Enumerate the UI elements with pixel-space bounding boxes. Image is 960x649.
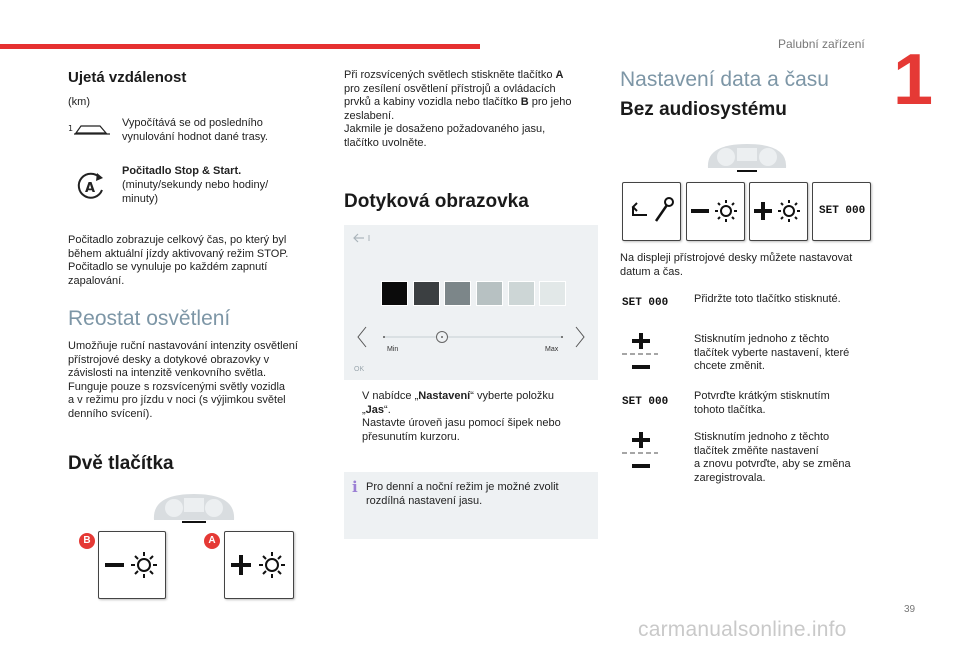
stop-start-icon — [76, 170, 106, 202]
step-1 — [676, 293, 886, 309]
plus-minus-icon — [620, 332, 660, 374]
bullet1-bold: Nastavení — [418, 390, 471, 402]
distance-heading: Ujetá vzdálenost — [68, 69, 187, 86]
touchscreen-illustration — [344, 225, 598, 380]
stop-start-paragraph: Počitadlo zobrazuje celkový čas, po který byl během aktuální jízdy aktivovaný režim STOP. Počitadlo se vynuluje po každém zapnutí zapalování. — [68, 234, 289, 287]
section-title: Palubní zařízení — [778, 37, 865, 51]
ok-button[interactable]: OK — [354, 366, 365, 373]
chapter-number: 1 — [893, 40, 934, 120]
bullet1-line2-post: “. — [384, 403, 391, 416]
brightness-swatch-2[interactable] — [413, 281, 440, 306]
display-description: Na displeji přístrojové desky můžete nastavovat datum a čas. — [620, 252, 853, 278]
step-3 — [676, 390, 886, 420]
intro-button-b: B — [520, 96, 529, 108]
intro-text-2: pro zesílení osvětlení přístrojů a ovládacích prvků a kabiny vozidla nebo tlačítko — [344, 82, 556, 108]
bullet1-post: “ vyberte položku — [470, 390, 555, 402]
rheostat-paragraph: Umožňuje ruční nastavování intenzity osvětlení přístrojové desky a dotykové obrazovky v závislosti na intenzitě venkovního světla. Funguje pouze s rozsvícenými světly vozidla a v režimu pro jízdu v noci (s výjimkou světel denního svícení). — [68, 340, 298, 420]
date-time-heading: Nastavení data a času — [620, 68, 829, 91]
badge-a: A — [204, 533, 220, 549]
distance-unit: (km) — [68, 96, 90, 108]
step-2-text: Stisknutím jednoho z těchto tlačítek vyberte nastavení, které chcete změnit. — [694, 333, 850, 372]
intro-text-3: pro jeho zeslabení. Jakmile je dosaženo požadovaného jasu, tlačítko uvolněte. — [344, 96, 572, 149]
brightness-swatch-4[interactable] — [476, 281, 503, 306]
brightness-swatch-1[interactable] — [381, 281, 408, 306]
no-audio-heading: Bez audiosystému — [620, 99, 787, 120]
instrument-panel-pictogram — [704, 140, 790, 174]
trip-odometer-icon — [66, 120, 114, 140]
trip-description: Vypočítává se od posledního vynulování hodnot dané trasy. — [122, 117, 268, 143]
set-button[interactable] — [812, 182, 871, 241]
slider-max-label: Max — [545, 346, 559, 353]
back-wrench-icon — [623, 183, 680, 240]
back-arrow-icon — [352, 233, 372, 243]
dim-button[interactable] — [98, 531, 166, 599]
plus-brightness-button[interactable] — [749, 182, 808, 241]
watermark: carmanualsonline.info — [638, 618, 847, 641]
brightness-swatch-3[interactable] — [444, 281, 471, 306]
chevron-right-icon[interactable] — [574, 326, 586, 348]
touchscreen-heading: Dotyková obrazovka — [344, 191, 529, 212]
step-1-text: Přidržte toto tlačítko stisknuté. — [694, 293, 841, 305]
step-4-text: Stisknutím jednoho z těchto tlačítek změňte nastavení a znovu potvrďte, aby se změna zaregistrovala. — [694, 431, 851, 484]
bullet-text-2: Nastavte úroveň jasu pomocí šipek nebo přesunutím kurzoru. — [362, 417, 561, 443]
brightness-swatch-6[interactable] — [539, 281, 566, 306]
intro-text-1: Při rozsvícených světlech stiskněte tlačítko — [344, 69, 556, 81]
set-icon-step1: SET 000 — [622, 297, 669, 309]
minus-brightness-button[interactable] — [686, 182, 745, 241]
brightness-slider[interactable] — [380, 329, 566, 345]
bullet-item-2 — [344, 417, 604, 447]
bullet1-pre: V nabídce „ — [362, 390, 419, 402]
svg-text:A: A — [85, 181, 96, 196]
plus-minus-icon — [620, 431, 660, 473]
step-4 — [676, 431, 886, 489]
info-note — [344, 472, 598, 539]
bullet1-line2-pre: „ — [362, 403, 366, 416]
brightness-swatch-5[interactable] — [508, 281, 535, 306]
chevron-left-icon[interactable] — [356, 326, 368, 348]
minus-sun-icon — [687, 183, 744, 240]
rheostat-heading: Reostat osvětlení — [68, 307, 231, 330]
minus-sun-icon — [99, 532, 165, 598]
back-settings-button[interactable] — [622, 182, 681, 241]
plus-sun-icon — [750, 183, 807, 240]
info-icon: i — [352, 478, 358, 496]
bullet-item-1 — [344, 390, 604, 420]
intro-button-a: A — [555, 69, 564, 81]
dashboard-pictogram — [150, 490, 240, 526]
bullet-text-1 — [362, 390, 554, 417]
header-accent-bar — [0, 44, 480, 49]
stop-start-heading: Počitadlo Stop & Start. — [122, 165, 242, 177]
page-number: 39 — [904, 604, 916, 615]
plus-sun-icon — [225, 532, 293, 598]
step-3-text: Potvrďte krátkým stisknutím tohoto tlačítka. — [694, 390, 830, 416]
brightness-intro — [344, 69, 604, 150]
slider-min-label: Min — [387, 346, 399, 353]
two-buttons-heading: Dvě tlačítka — [68, 453, 174, 474]
step-2 — [676, 333, 886, 377]
set-button-label: SET 000 — [819, 205, 866, 217]
stop-start-units: (minuty/sekundy nebo hodiny/ minuty) — [122, 179, 269, 205]
brighten-button[interactable] — [224, 531, 294, 599]
badge-b: B — [79, 533, 95, 549]
info-note-text: Pro denní a noční režim je možné zvolit rozdílná nastavení jasu. — [366, 481, 559, 507]
set-icon-step3: SET 000 — [622, 396, 669, 408]
bullet1-line2-bold: Jas — [365, 403, 385, 416]
svg-text:1: 1 — [68, 124, 74, 133]
